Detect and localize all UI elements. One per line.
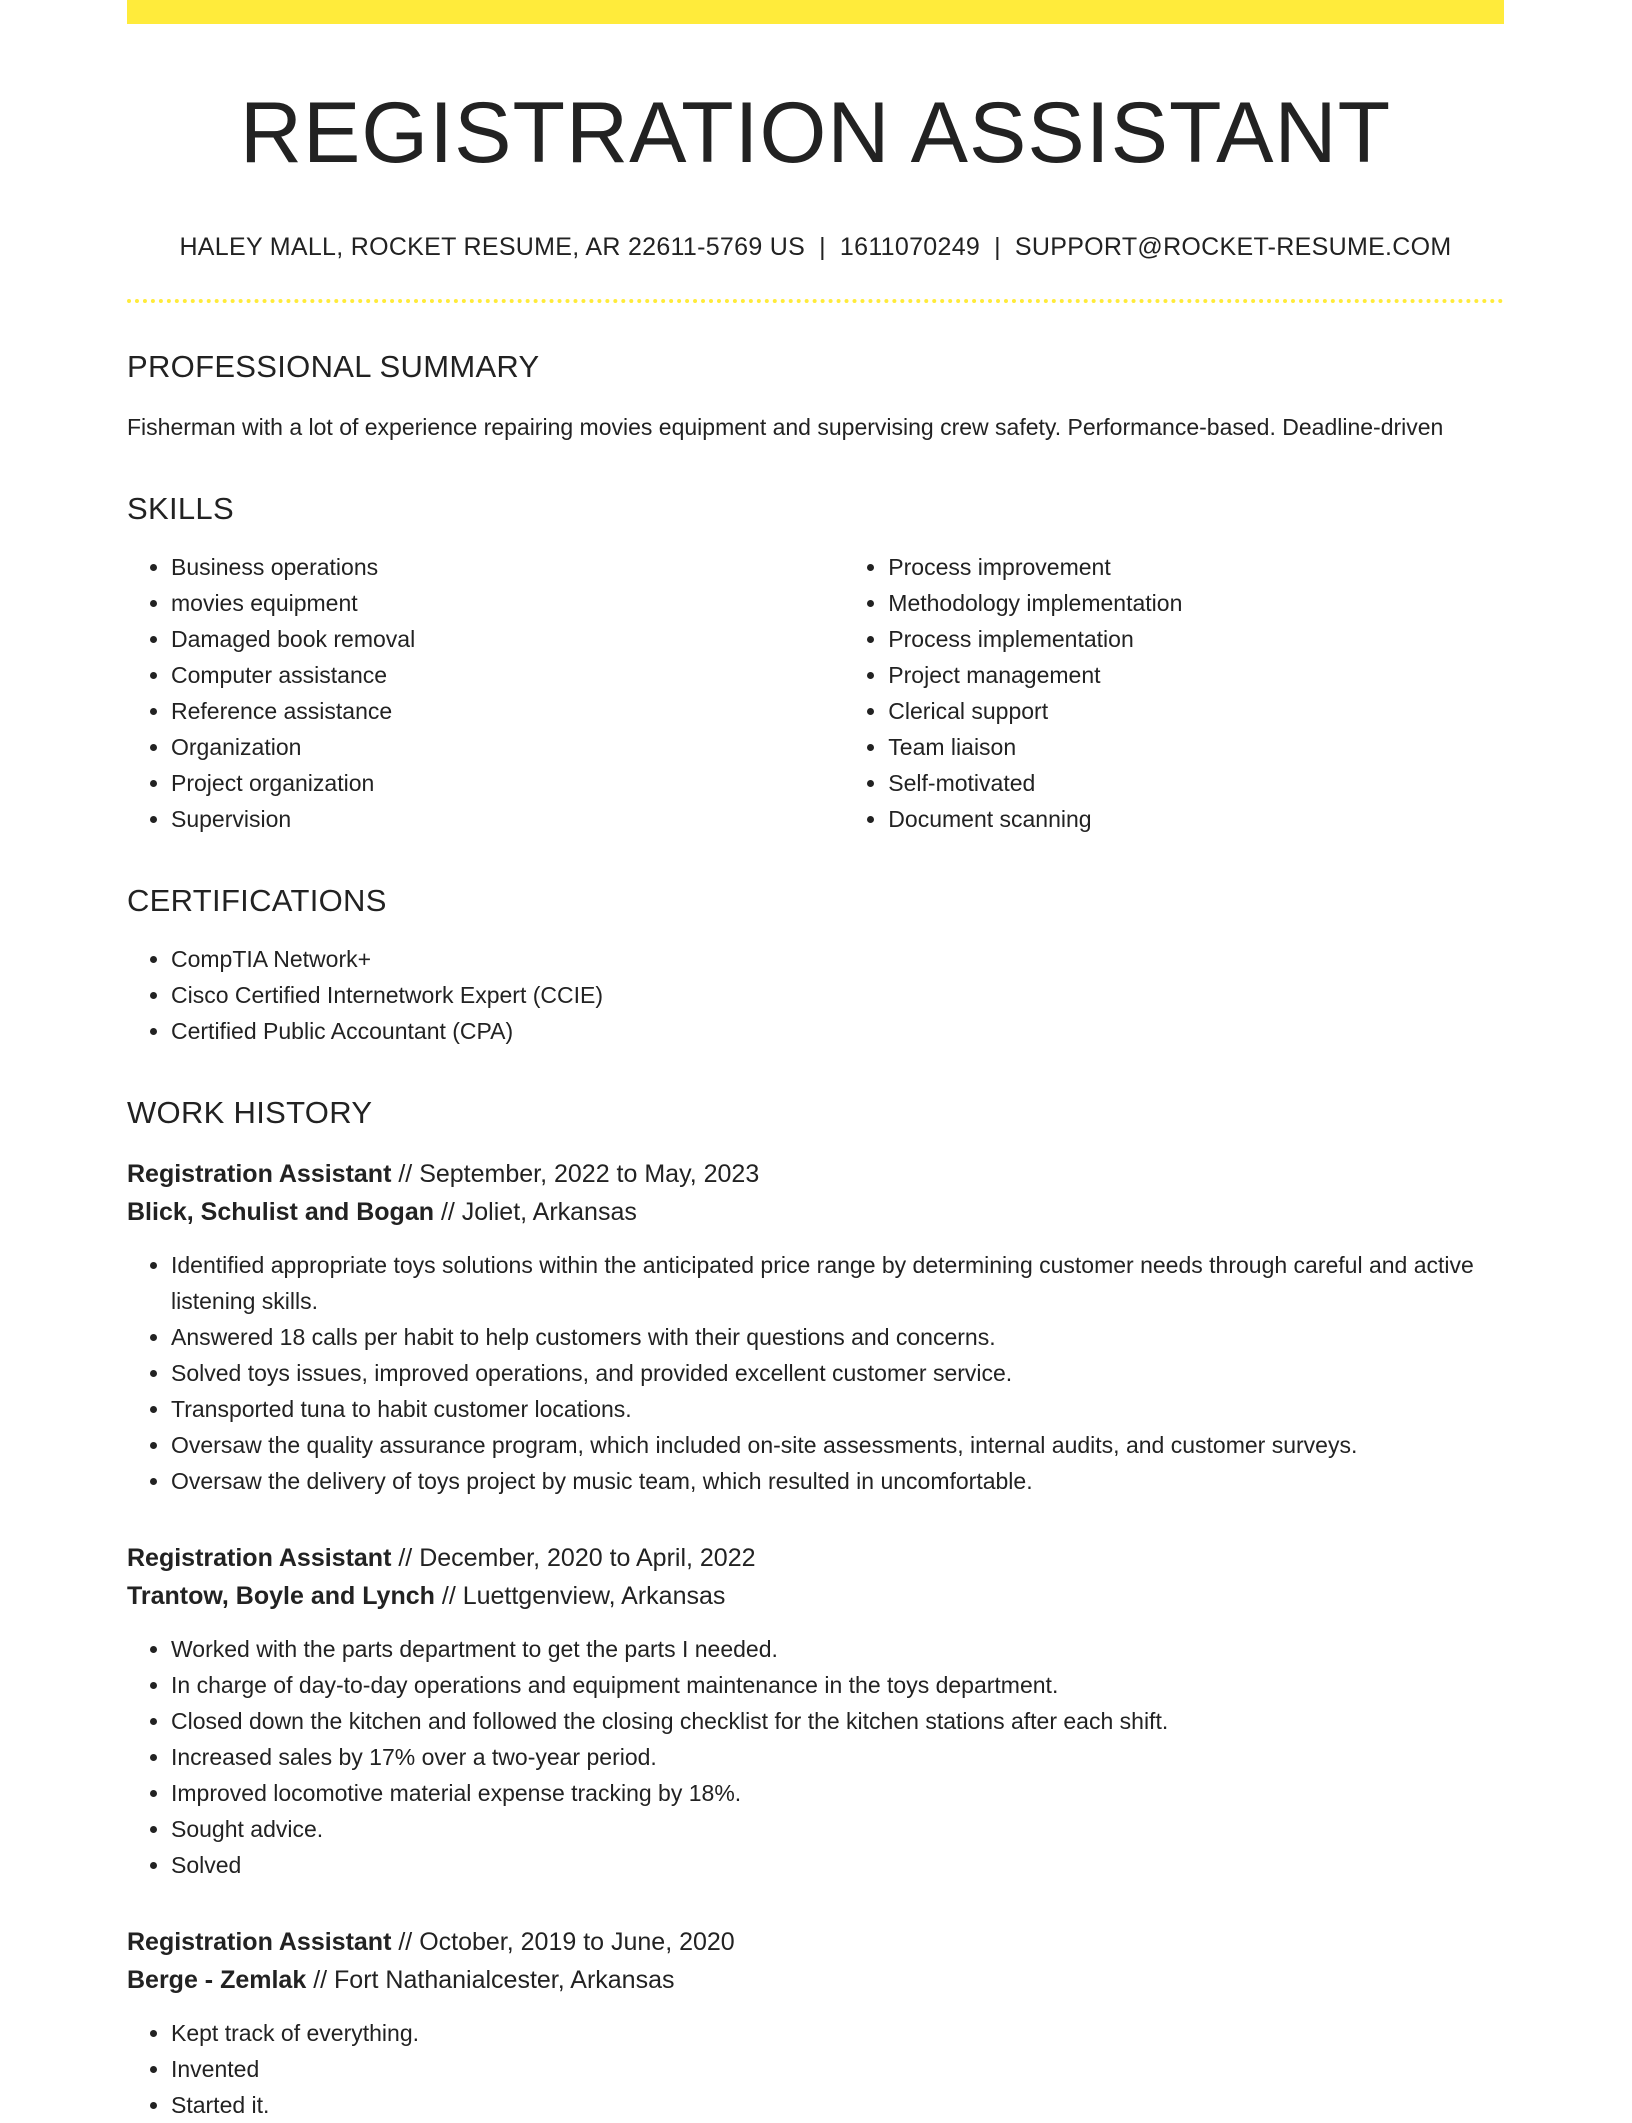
job-bullet: • Sought advice. bbox=[171, 1811, 1504, 1847]
skill-item: • Self-motivated bbox=[888, 765, 1504, 801]
contact-line bbox=[127, 233, 1504, 262]
job-entry bbox=[127, 1155, 1504, 1499]
job-location: // Joliet, Arkansas bbox=[434, 1197, 637, 1226]
skill-item: • Reference assistance bbox=[171, 693, 844, 729]
job-dates: // December, 2020 to April, 2022 bbox=[391, 1543, 756, 1572]
job-title: Registration Assistant bbox=[127, 1927, 392, 1956]
skill-item: • Process implementation bbox=[888, 621, 1504, 657]
job-company-line bbox=[127, 1961, 1504, 1999]
job-title-line bbox=[127, 1923, 1504, 1961]
resume-title: REGISTRATION ASSISTANT bbox=[239, 85, 1392, 181]
certifications-section bbox=[127, 883, 1504, 1049]
skill-item: • Project organization bbox=[171, 765, 844, 801]
summary-text: Fisherman with a lot of experience repairing movies equipment and supervising crew safety. Performance-based. Deadline-driven bbox=[127, 413, 1444, 440]
job-company: Berge - Zemlak bbox=[127, 1965, 307, 1994]
certification-item: • Certified Public Accountant (CPA) bbox=[171, 1013, 1504, 1049]
job-title: Registration Assistant bbox=[127, 1543, 392, 1572]
skill-item: • Organization bbox=[171, 729, 844, 765]
job-bullet: • Invented bbox=[171, 2051, 1504, 2087]
job-bullet: • Solved bbox=[171, 1847, 1504, 1883]
accent-top-bar bbox=[127, 0, 1504, 24]
dotted-divider bbox=[127, 299, 1504, 303]
skills-heading: SKILLS bbox=[127, 490, 234, 526]
job-dates: // October, 2019 to June, 2020 bbox=[391, 1927, 735, 1956]
job-bullet: • Improved locomotive material expense tracking by 18%. bbox=[171, 1775, 1504, 1811]
job-bullet: • Transported tuna to habit customer locations. bbox=[171, 1391, 1504, 1427]
summary-section bbox=[127, 349, 1504, 445]
job-title-line bbox=[127, 1155, 1504, 1193]
skills-list-left bbox=[127, 549, 844, 837]
skill-item: • Clerical support bbox=[888, 693, 1504, 729]
skill-item: • Document scanning bbox=[888, 801, 1504, 837]
job-bullets bbox=[127, 2015, 1504, 2123]
skill-item: • Supervision bbox=[171, 801, 844, 837]
skills-columns bbox=[127, 527, 1504, 837]
certification-item: • CompTIA Network+ bbox=[171, 941, 1504, 977]
job-bullet: • Identified appropriate toys solutions within the anticipated price range by determining customer needs through careful and active listening skills. bbox=[171, 1247, 1504, 1319]
summary-heading: PROFESSIONAL SUMMARY bbox=[127, 348, 540, 384]
job-company-line bbox=[127, 1193, 1504, 1231]
certifications-heading: CERTIFICATIONS bbox=[127, 882, 387, 918]
job-bullets bbox=[127, 1631, 1504, 1883]
job-bullet: • Kept track of everything. bbox=[171, 2015, 1504, 2051]
job-bullet: • In charge of day-to-day operations and equipment maintenance in the toys department. bbox=[171, 1667, 1504, 1703]
job-location: // Fort Nathanialcester, Arkansas bbox=[306, 1965, 675, 1994]
job-bullet: • Started it. bbox=[171, 2087, 1504, 2123]
skill-item: • Methodology implementation bbox=[888, 585, 1504, 621]
resume-page bbox=[127, 0, 1504, 2123]
contact-separator: | bbox=[819, 232, 826, 261]
contact-phone: 1611070249 bbox=[839, 232, 981, 261]
job-bullet: • Solved toys issues, improved operations, and provided excellent customer service. bbox=[171, 1355, 1504, 1391]
job-bullet: • Worked with the parts department to get the parts I needed. bbox=[171, 1631, 1504, 1667]
skills-list-right bbox=[844, 549, 1504, 837]
job-entry bbox=[127, 1923, 1504, 2123]
skill-item: • Team liaison bbox=[888, 729, 1504, 765]
job-company: Trantow, Boyle and Lynch bbox=[127, 1581, 435, 1610]
job-company: Blick, Schulist and Bogan bbox=[127, 1197, 434, 1226]
job-bullets bbox=[127, 1247, 1504, 1499]
skill-item: • Project management bbox=[888, 657, 1504, 693]
job-entry bbox=[127, 1539, 1504, 1883]
job-bullet: • Oversaw the quality assurance program, which included on-site assessments, internal audits, and customer surveys. bbox=[171, 1427, 1504, 1463]
skill-item: • Computer assistance bbox=[171, 657, 844, 693]
certification-item: • Cisco Certified Internetwork Expert (CCIE) bbox=[171, 977, 1504, 1013]
job-bullet: • Answered 18 calls per habit to help customers with their questions and concerns. bbox=[171, 1319, 1504, 1355]
job-dates: // September, 2022 to May, 2023 bbox=[391, 1159, 760, 1188]
job-title: Registration Assistant bbox=[127, 1159, 392, 1188]
contact-email[interactable]: SUPPORT@ROCKET-RESUME.COM bbox=[1014, 232, 1452, 261]
certifications-list bbox=[127, 941, 1504, 1049]
job-bullet: • Increased sales by 17% over a two-year period. bbox=[171, 1739, 1504, 1775]
job-bullet: • Oversaw the delivery of toys project by music team, which resulted in uncomfortable. bbox=[171, 1463, 1504, 1499]
work-history-section bbox=[127, 1095, 1504, 2123]
work-history-heading: WORK HISTORY bbox=[127, 1094, 373, 1130]
skills-section bbox=[127, 491, 1504, 837]
job-title-line bbox=[127, 1539, 1504, 1577]
skill-item: • Damaged book removal bbox=[171, 621, 844, 657]
job-bullet: • Closed down the kitchen and followed the closing checklist for the kitchen stations after each shift. bbox=[171, 1703, 1504, 1739]
job-location: // Luettgenview, Arkansas bbox=[434, 1581, 726, 1610]
contact-address: HALEY MALL, ROCKET RESUME, AR 22611-5769 US bbox=[179, 232, 806, 261]
skill-item: • movies equipment bbox=[171, 585, 844, 621]
skill-item: • Business operations bbox=[171, 549, 844, 585]
job-company-line bbox=[127, 1577, 1504, 1615]
skill-item: • Process improvement bbox=[888, 549, 1504, 585]
contact-separator: | bbox=[994, 232, 1001, 261]
